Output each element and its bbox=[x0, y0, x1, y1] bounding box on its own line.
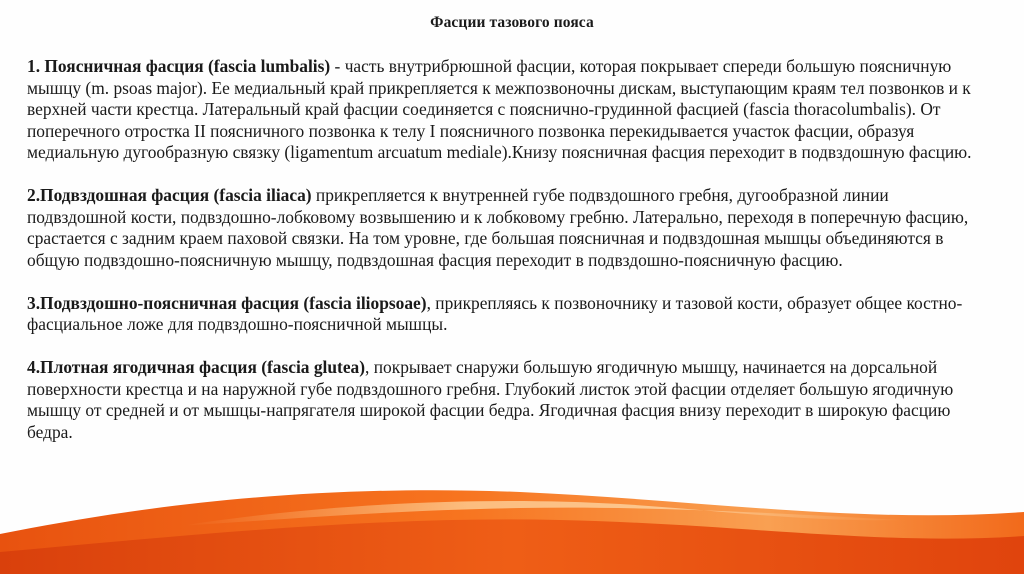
paragraph-heading: 4.Плотная ягодичная фасция (fascia glutea) bbox=[27, 357, 366, 377]
paragraph-gluteal-fascia bbox=[27, 357, 977, 443]
paragraph-text: прикрепляется к внутренней губе подвздошного гребня, дугообразной линии подвздошной кости, подвздошно-лобковому возвышению и к лобковому гребню. Латерально, переходя в поперечную фасцию, срастается с задним краем паховой связки. На том уровне, где большая поясничная и подвздошная мышцы объединяются в общую подвздошно-поясничную мышцу, подвздошная фасция переходит в подвздошно-поясничную фасцию. bbox=[27, 185, 969, 270]
paragraph-text: - часть внутрибрюшной фасции, которая покрывает спереди большую поясничную мышцу (m. psoas major). Ее медиальный край прикрепляется к межпозвоночны дискам, выступающим краям тел позвонков и к верхней части крестца. Латеральный край фасции соединяется с пояснично-грудинной фасцией (fascia thoracolumbalis). От поперечного отростка II поясничного позвонка к телу I поясничного позвонка перекидывается участок фасции, образуя медиальную дугообразную связку (ligamentum arcuatum mediale).Книзу поясничная фасция переходит в подвздошную фасцию. bbox=[27, 56, 972, 162]
paragraph-iliac-fascia bbox=[27, 185, 977, 271]
decorative-orange-wave bbox=[0, 464, 1024, 574]
paragraph-heading: 2.Подвздошная фасция (fascia iliaca) bbox=[27, 185, 312, 205]
slide-title: Фасции тазового пояса bbox=[430, 14, 594, 31]
paragraph-lumbar-fascia bbox=[27, 56, 977, 164]
paragraph-heading: 3.Подвздошно-поясничная фасция (fascia iliopsoae) bbox=[27, 292, 427, 313]
paragraph-text: , прикрепляясь к позвоночнику и тазовой кости, образует общее костно-фасциальное ложе для подвздошно-поясничной мышцы. bbox=[27, 292, 963, 334]
paragraph-iliopsoas-fascia bbox=[27, 293, 977, 336]
slide-content bbox=[27, 56, 977, 465]
paragraph-text: , покрывает снаружи большую ягодичную мышцу, начинается на дорсальной поверхности крестца и на наружной губе подвздошного гребня. Глубокий листок этой фасции отделяет большую ягодичную мышцу от средней и от мышцы-напрягателя широкой фасции бедра. Ягодичная фасция внизу переходит в широкую фасцию бедра. bbox=[27, 357, 954, 442]
paragraph-heading: 1. Поясничная фасция (fascia lumbalis) bbox=[27, 56, 331, 76]
